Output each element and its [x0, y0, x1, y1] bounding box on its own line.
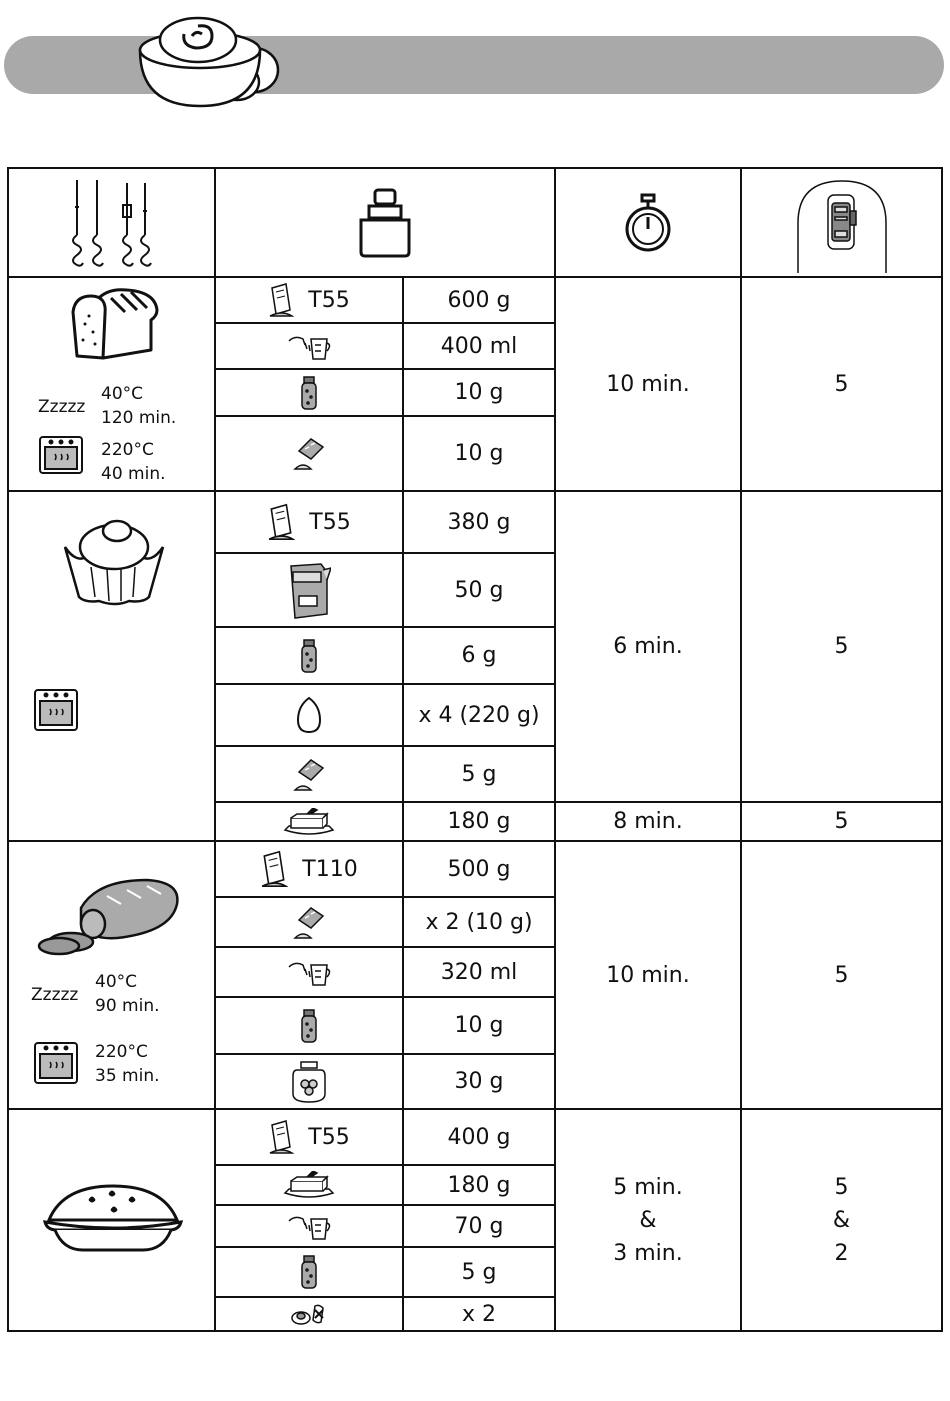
- rest-temperature: 40°C: [95, 972, 138, 992]
- pie-icon: [43, 1180, 183, 1254]
- mixing-time-separator: &: [639, 1207, 657, 1233]
- mixing-time-cell: 10 min.: [555, 277, 741, 491]
- mixing-speed-cell: [741, 1109, 942, 1331]
- mixing-speed-cell: 5: [741, 841, 942, 1109]
- quantity-cell: 6 g: [403, 627, 555, 684]
- rest-label: Zzzzz: [38, 397, 86, 417]
- quantity-cell: 5 g: [403, 1247, 555, 1297]
- ingredient-water-cell: [215, 323, 403, 369]
- salt-icon: [299, 1006, 319, 1046]
- yeast-icon: [291, 433, 327, 473]
- mixing-speed-cell: 5: [741, 277, 942, 491]
- rest-time: 90 min.: [95, 996, 160, 1016]
- recipe-3-cell: [8, 841, 215, 1109]
- oven-icon: [34, 689, 78, 731]
- water-jug-icon: [285, 956, 333, 988]
- table-row: [8, 277, 942, 323]
- ingredient-water-cell: [215, 947, 403, 997]
- mixing-speed-1: 5: [834, 1174, 849, 1200]
- oven-temperature: 220°C: [101, 440, 154, 460]
- mixing-bowl-icon: [132, 8, 282, 110]
- quantity-cell: 500 g: [403, 841, 555, 897]
- flour-type-label: T55: [308, 1124, 350, 1150]
- recipe-table: [7, 167, 943, 1332]
- egg-yolk-icon: [289, 1302, 329, 1326]
- mixing-time-cell: 8 min.: [555, 802, 741, 841]
- time-header-cell: [555, 168, 741, 277]
- yeast-icon: [291, 754, 327, 794]
- quantity-cell: 400 ml: [403, 323, 555, 369]
- stopwatch-icon: [623, 193, 673, 253]
- flour-type-label: T55: [308, 287, 350, 313]
- quantity-cell: 380 g: [403, 491, 555, 553]
- quantity-cell: 10 g: [403, 416, 555, 491]
- quantity-cell: 70 g: [403, 1205, 555, 1247]
- weight-icon: [355, 186, 415, 260]
- ingredient-flour-cell: [215, 841, 403, 897]
- oven-time: 40 min.: [101, 464, 166, 484]
- ingredient-salt-cell: [215, 1247, 403, 1297]
- sugar-icon: [287, 560, 331, 620]
- mixer-speed-icon: [792, 173, 892, 273]
- mixing-time-1: 5 min.: [613, 1174, 683, 1200]
- mixing-time-cell: [555, 1109, 741, 1331]
- oven-time: 35 min.: [95, 1066, 160, 1086]
- flour-type-label: T55: [309, 509, 351, 535]
- ingredient-honey-cell: [215, 1054, 403, 1109]
- flour-bag-icon: [267, 500, 295, 544]
- oven-icon: [39, 436, 83, 474]
- mixing-time-cell: 10 min.: [555, 841, 741, 1109]
- quantity-cell: 320 ml: [403, 947, 555, 997]
- accessory-header-cell: [8, 168, 215, 277]
- table-row: [8, 841, 942, 897]
- rustic-loaf-icon: [37, 876, 183, 956]
- quantity-cell: 180 g: [403, 802, 555, 841]
- speed-header-cell: [741, 168, 942, 277]
- bread-loaf-icon: [67, 286, 163, 362]
- ingredient-salt-cell: [215, 997, 403, 1054]
- butter-icon: [283, 808, 335, 836]
- dough-hooks-icon: [57, 175, 167, 271]
- ingredient-yeast-cell: [215, 746, 403, 802]
- oven-icon: [33, 1042, 79, 1084]
- ingredient-egg-yolk-cell: [215, 1297, 403, 1331]
- rest-time: 120 min.: [101, 408, 177, 428]
- quantity-cell: 400 g: [403, 1109, 555, 1165]
- ingredient-water-cell: [215, 1205, 403, 1247]
- quantity-cell: x 4 (220 g): [403, 684, 555, 746]
- rest-label: Zzzzz: [31, 985, 79, 1005]
- quantity-cell: 10 g: [403, 997, 555, 1054]
- quantity-cell: 50 g: [403, 553, 555, 627]
- ingredient-yeast-cell: [215, 897, 403, 947]
- ingredient-butter-cell: [215, 1165, 403, 1205]
- quantity-cell: 5 g: [403, 746, 555, 802]
- water-jug-icon: [285, 331, 333, 361]
- water-jug-icon: [285, 1211, 333, 1241]
- quantity-cell: 10 g: [403, 369, 555, 415]
- recipe-2-cell: [8, 491, 215, 841]
- mixing-speed-cell: 5: [741, 491, 942, 802]
- salt-icon: [299, 636, 319, 676]
- brioche-icon: [59, 519, 169, 607]
- oven-temperature: 220°C: [95, 1042, 148, 1062]
- quantity-cell: x 2: [403, 1297, 555, 1331]
- quantity-header-cell: [215, 168, 555, 277]
- butter-icon: [283, 1171, 335, 1199]
- table-row: [8, 491, 942, 553]
- ingredient-egg-cell: [215, 684, 403, 746]
- flour-bag-icon: [260, 847, 288, 891]
- salt-icon: [299, 1252, 319, 1292]
- ingredient-butter-cell: [215, 802, 403, 841]
- rest-temperature: 40°C: [101, 384, 144, 404]
- recipe-4-cell: [8, 1109, 215, 1331]
- honey-icon: [291, 1060, 327, 1104]
- flour-bag-icon: [268, 1117, 294, 1157]
- egg-icon: [296, 696, 322, 734]
- quantity-cell: 30 g: [403, 1054, 555, 1109]
- quantity-cell: 180 g: [403, 1165, 555, 1205]
- mixing-speed-2: 2: [834, 1240, 849, 1266]
- ingredient-sugar-cell: [215, 553, 403, 627]
- ingredient-flour-cell: [215, 491, 403, 553]
- yeast-icon: [291, 902, 327, 942]
- ingredient-salt-cell: [215, 369, 403, 415]
- table-header-row: [8, 168, 942, 277]
- ingredient-flour-cell: [215, 1109, 403, 1165]
- mixing-time-cell: 6 min.: [555, 491, 741, 802]
- salt-icon: [299, 375, 319, 411]
- recipe-1-cell: [8, 277, 215, 491]
- flour-bag-icon: [268, 282, 294, 318]
- quantity-cell: x 2 (10 g): [403, 897, 555, 947]
- flour-type-label: T110: [302, 856, 358, 882]
- mixing-time-2: 3 min.: [613, 1240, 683, 1266]
- ingredient-yeast-cell: [215, 416, 403, 491]
- ingredient-flour-cell: [215, 277, 403, 323]
- mixing-speed-separator: &: [832, 1207, 851, 1233]
- quantity-cell: 600 g: [403, 277, 555, 323]
- mixing-speed-cell: 5: [741, 802, 942, 841]
- table-row: [8, 1109, 942, 1165]
- ingredient-salt-cell: [215, 627, 403, 684]
